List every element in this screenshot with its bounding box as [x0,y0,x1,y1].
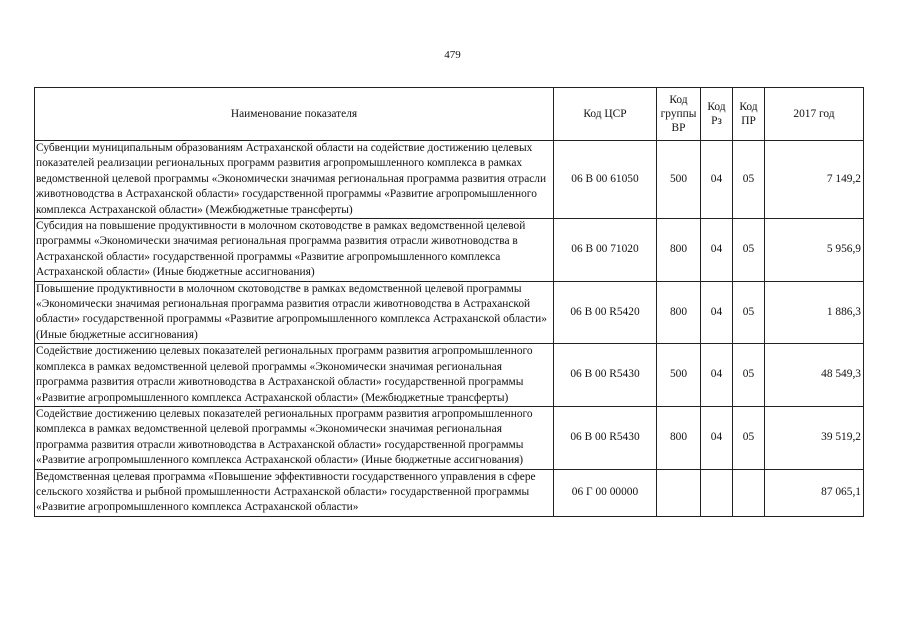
row-vr: 500 [657,141,701,219]
header-vr-line1: Код [669,94,688,106]
budget-table [34,87,864,517]
table-row [35,219,864,282]
row-csr: 06 В 00 R5430 [554,344,657,407]
row-vr [657,469,701,516]
table-header-row [35,88,864,141]
row-amount: 7 149,2 [765,141,864,219]
row-name: Ведомственная целевая программа «Повышение эффективности государственного управления в сфере сельского хозяйства и рыбной промышленности Астраханской области» государственной программы «Развитие агропромышленного комплекса Астраханской области» [35,469,554,516]
header-vr [657,88,701,141]
row-amount: 1 886,3 [765,281,864,344]
header-rz [701,88,733,141]
table-row [35,406,864,469]
row-rz: 04 [701,344,733,407]
row-amount: 5 956,9 [765,219,864,282]
row-vr: 800 [657,219,701,282]
row-csr: 06 В 00 R5420 [554,281,657,344]
row-csr: 06 В 00 71020 [554,219,657,282]
page-number: 479 [444,49,461,61]
table-row [35,344,864,407]
row-pr: 05 [733,406,765,469]
header-vr-line3: ВР [671,122,686,134]
row-name: Содействие достижению целевых показателей региональных программ развития агропромышленного комплекса в рамках ведомственной целевой программы «Экономически значимая региональная программа развития отрасли животноводства в Астраханской области» государственной программы «Развитие агропромышленного комплекса Астраханской области» (Иные бюджетные ассигнования) [35,406,554,469]
row-csr: 06 В 00 61050 [554,141,657,219]
row-vr: 800 [657,281,701,344]
row-rz: 04 [701,141,733,219]
header-year: 2017 год [765,88,864,141]
header-name: Наименование показателя [35,88,554,141]
header-csr: Код ЦСР [554,88,657,141]
header-pr [733,88,765,141]
row-pr [733,469,765,516]
header-rz-line1: Код [707,101,726,113]
table-row [35,281,864,344]
row-vr: 500 [657,344,701,407]
row-rz: 04 [701,281,733,344]
row-rz: 04 [701,219,733,282]
row-name: Содействие достижению целевых показателей региональных программ развития агропромышленного комплекса в рамках ведомственной целевой программы «Экономически значимая региональная программа развития отрасли животноводства в Астраханской области» государственной программы «Развитие агропромышленного комплекса Астраханской области» (Межбюджетные трансферты) [35,344,554,407]
row-vr: 800 [657,406,701,469]
row-pr: 05 [733,344,765,407]
row-csr: 06 В 00 R5430 [554,406,657,469]
header-pr-line1: Код [739,101,758,113]
row-rz: 04 [701,406,733,469]
row-csr: 06 Г 00 00000 [554,469,657,516]
row-amount: 48 549,3 [765,344,864,407]
row-amount: 39 519,2 [765,406,864,469]
header-rz-line2: Рз [711,115,722,127]
header-vr-line2: группы [660,108,697,120]
table-row [35,469,864,516]
row-amount: 87 065,1 [765,469,864,516]
table-row [35,141,864,219]
row-pr: 05 [733,141,765,219]
row-rz [701,469,733,516]
row-pr: 05 [733,219,765,282]
row-name: Повышение продуктивности в молочном скотоводстве в рамках ведомственной целевой программы «Экономически значимая региональная программа развития отрасли животноводства в Астраханской области» государственной программы «Развитие агропромышленного комплекса Астраханской области» (Иные бюджетные ассигнования) [35,281,554,344]
row-pr: 05 [733,281,765,344]
row-name: Субвенции муниципальным образованиям Астраханской области на содействие достижению целевых показателей реализации региональных программ развития агропромышленного комплекса в рамках ведомственной целевой программы «Экономически значимая региональная программа развития отрасли животноводства в Астраханской области» государственной программы «Развитие агропромышленного комплекса Астраханской области» (Межбюджетные трансферты) [35,141,554,219]
row-name: Субсидия на повышение продуктивности в молочном скотоводстве в рамках ведомственной целевой программы «Экономически значимая региональная программа развития отрасли животноводства в Астраханской области» государственной программы «Развитие агропромышленного комплекса Астраханской области» (Иные бюджетные ассигнования) [35,219,554,282]
header-pr-line2: ПР [741,115,756,127]
